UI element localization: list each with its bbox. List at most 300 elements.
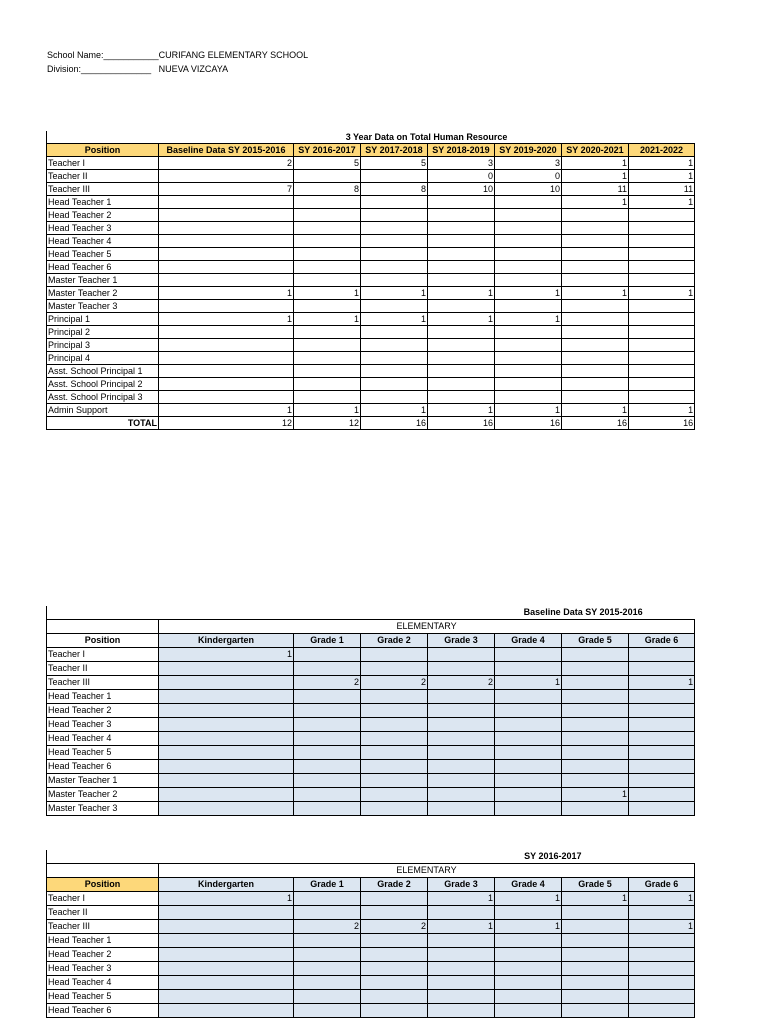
position-cell: Master Teacher 2 — [47, 287, 159, 300]
value-cell — [495, 648, 562, 662]
value-cell — [361, 352, 428, 365]
title-row — [47, 850, 695, 864]
value-cell — [562, 300, 629, 313]
value-cell — [562, 326, 629, 339]
value-cell — [159, 378, 294, 391]
value-cell — [294, 196, 361, 209]
value-cell — [629, 300, 695, 313]
baseline-grade-table — [46, 606, 695, 816]
value-cell — [294, 906, 361, 920]
table-row — [47, 948, 695, 962]
value-cell — [159, 365, 294, 378]
value-cell — [294, 170, 361, 183]
position-cell: Master Teacher 2 — [47, 788, 159, 802]
value-cell — [428, 209, 495, 222]
value-cell — [159, 976, 294, 990]
value-cell — [629, 746, 695, 760]
value-cell — [159, 391, 294, 404]
value-cell — [294, 892, 361, 906]
position-cell: Head Teacher 3 — [47, 222, 159, 235]
value-cell — [495, 326, 562, 339]
value-cell — [562, 906, 629, 920]
total-value-cell: 16 — [629, 417, 695, 430]
position-cell: Head Teacher 5 — [47, 248, 159, 261]
column-header-position: Position — [47, 634, 159, 648]
position-cell: Head Teacher 1 — [47, 690, 159, 704]
value-cell: 1 — [562, 287, 629, 300]
value-cell — [428, 690, 495, 704]
column-header: Grade 6 — [629, 878, 695, 892]
value-cell: 1 — [428, 313, 495, 326]
position-cell: Head Teacher 4 — [47, 235, 159, 248]
position-cell: Head Teacher 5 — [47, 746, 159, 760]
table-row — [47, 676, 695, 690]
table-title: 3 Year Data on Total Human Resource — [345, 132, 508, 142]
value-cell — [361, 704, 428, 718]
value-cell — [159, 209, 294, 222]
table-row — [47, 378, 695, 391]
value-cell: 1 — [495, 676, 562, 690]
table-row — [47, 774, 695, 788]
table-row — [47, 222, 695, 235]
value-cell — [495, 300, 562, 313]
value-cell — [361, 170, 428, 183]
value-cell: 1 — [428, 892, 495, 906]
value-cell — [294, 690, 361, 704]
value-cell — [361, 976, 428, 990]
column-header: SY 2019-2020 — [495, 144, 562, 157]
value-cell — [562, 704, 629, 718]
total-value-cell: 16 — [562, 417, 629, 430]
value-cell — [428, 906, 495, 920]
value-cell: 10 — [428, 183, 495, 196]
position-cell: Teacher III — [47, 920, 159, 934]
value-cell — [428, 934, 495, 948]
value-cell — [562, 948, 629, 962]
table-row — [47, 718, 695, 732]
total-label: TOTAL — [47, 417, 159, 430]
total-value-cell: 16 — [428, 417, 495, 430]
value-cell — [294, 962, 361, 976]
value-cell: 1 — [361, 287, 428, 300]
header-row — [47, 144, 695, 157]
value-cell: 2 — [361, 920, 428, 934]
table-row — [47, 802, 695, 816]
value-cell — [159, 352, 294, 365]
value-cell — [495, 718, 562, 732]
column-header: Kindergarten — [159, 878, 294, 892]
title-row — [47, 606, 695, 620]
school-name-line: School Name:___________CURIFANG ELEMENTARY SCHOOL — [47, 50, 309, 60]
value-cell — [294, 662, 361, 676]
position-cell: Head Teacher 6 — [47, 1004, 159, 1018]
header-row — [47, 878, 695, 892]
table-row — [47, 196, 695, 209]
header-row — [47, 634, 695, 648]
value-cell: 1 — [629, 170, 695, 183]
value-cell — [495, 802, 562, 816]
value-cell — [159, 222, 294, 235]
total-row — [47, 417, 695, 430]
position-cell: Principal 4 — [47, 352, 159, 365]
table-row — [47, 339, 695, 352]
position-cell: Head Teacher 6 — [47, 261, 159, 274]
value-cell: 1 — [495, 313, 562, 326]
value-cell — [294, 1004, 361, 1018]
value-cell: 5 — [294, 157, 361, 170]
position-cell: Teacher II — [47, 662, 159, 676]
value-cell — [629, 906, 695, 920]
position-cell: Head Teacher 3 — [47, 718, 159, 732]
value-cell — [361, 962, 428, 976]
value-cell — [495, 990, 562, 1004]
table-row — [47, 261, 695, 274]
value-cell: 1 — [629, 404, 695, 417]
value-cell — [629, 326, 695, 339]
value-cell — [361, 209, 428, 222]
value-cell — [562, 732, 629, 746]
value-cell — [294, 248, 361, 261]
value-cell — [428, 274, 495, 287]
value-cell — [629, 990, 695, 1004]
value-cell — [361, 196, 428, 209]
value-cell — [562, 976, 629, 990]
value-cell — [294, 648, 361, 662]
value-cell — [562, 648, 629, 662]
value-cell — [159, 802, 294, 816]
value-cell — [562, 676, 629, 690]
value-cell — [562, 339, 629, 352]
value-cell — [495, 948, 562, 962]
value-cell: 2 — [159, 157, 294, 170]
table-row — [47, 274, 695, 287]
value-cell — [294, 976, 361, 990]
value-cell — [562, 222, 629, 235]
value-cell — [495, 934, 562, 948]
value-cell — [629, 934, 695, 948]
value-cell — [495, 690, 562, 704]
table-row — [47, 732, 695, 746]
position-cell: Teacher II — [47, 170, 159, 183]
value-cell — [629, 690, 695, 704]
value-cell: 1 — [495, 920, 562, 934]
value-cell — [294, 209, 361, 222]
position-cell: Head Teacher 1 — [47, 934, 159, 948]
total-value-cell: 16 — [495, 417, 562, 430]
value-cell — [562, 1004, 629, 1018]
human-resource-table — [46, 131, 695, 430]
value-cell — [428, 222, 495, 235]
value-cell — [495, 732, 562, 746]
value-cell — [629, 209, 695, 222]
column-header-position: Position — [47, 144, 159, 157]
value-cell — [428, 802, 495, 816]
value-cell: 0 — [428, 170, 495, 183]
table-row — [47, 183, 695, 196]
value-cell — [562, 690, 629, 704]
table-row — [47, 746, 695, 760]
table-title: SY 2016-2017 — [524, 851, 582, 861]
value-cell — [159, 690, 294, 704]
value-cell — [428, 990, 495, 1004]
value-cell — [294, 274, 361, 287]
table-row — [47, 365, 695, 378]
table-row — [47, 326, 695, 339]
position-cell: Teacher II — [47, 906, 159, 920]
value-cell — [294, 704, 361, 718]
value-cell — [294, 391, 361, 404]
value-cell: 1 — [629, 892, 695, 906]
position-cell: Asst. School Principal 3 — [47, 391, 159, 404]
value-cell — [629, 222, 695, 235]
value-cell: 11 — [629, 183, 695, 196]
value-cell — [361, 326, 428, 339]
value-cell — [495, 222, 562, 235]
value-cell — [361, 948, 428, 962]
value-cell — [562, 378, 629, 391]
value-cell — [562, 235, 629, 248]
division-line: Division:______________ NUEVA VIZCAYA — [47, 64, 229, 74]
position-cell: Head Teacher 2 — [47, 948, 159, 962]
position-cell: Teacher I — [47, 157, 159, 170]
value-cell — [361, 788, 428, 802]
value-cell — [495, 906, 562, 920]
table-row — [47, 170, 695, 183]
value-cell — [361, 222, 428, 235]
value-cell — [629, 802, 695, 816]
value-cell: 5 — [361, 157, 428, 170]
value-cell: 1 — [495, 287, 562, 300]
value-cell: 1 — [629, 676, 695, 690]
value-cell — [428, 300, 495, 313]
value-cell — [428, 261, 495, 274]
value-cell — [495, 704, 562, 718]
position-cell: Master Teacher 1 — [47, 774, 159, 788]
value-cell — [562, 313, 629, 326]
value-cell — [495, 662, 562, 676]
value-cell — [159, 300, 294, 313]
value-cell: 0 — [495, 170, 562, 183]
value-cell: 1 — [428, 404, 495, 417]
value-cell — [495, 976, 562, 990]
value-cell — [629, 365, 695, 378]
column-header: Grade 6 — [629, 634, 695, 648]
value-cell — [629, 313, 695, 326]
value-cell — [562, 662, 629, 676]
value-cell — [159, 962, 294, 976]
table-row — [47, 920, 695, 934]
value-cell — [159, 718, 294, 732]
value-cell — [428, 235, 495, 248]
total-value-cell: 12 — [159, 417, 294, 430]
table-row — [47, 962, 695, 976]
value-cell — [629, 662, 695, 676]
value-cell — [159, 990, 294, 1004]
table-row — [47, 760, 695, 774]
value-cell: 2 — [294, 676, 361, 690]
table-row — [47, 1004, 695, 1018]
column-header: SY 2020-2021 — [562, 144, 629, 157]
value-cell — [428, 746, 495, 760]
value-cell — [159, 934, 294, 948]
value-cell — [159, 920, 294, 934]
value-cell — [361, 990, 428, 1004]
value-cell — [629, 1004, 695, 1018]
table-row — [47, 157, 695, 170]
value-cell — [294, 802, 361, 816]
column-header: 2021-2022 — [629, 144, 695, 157]
table-row — [47, 287, 695, 300]
value-cell — [294, 339, 361, 352]
value-cell — [629, 704, 695, 718]
table-row — [47, 248, 695, 261]
table-row — [47, 990, 695, 1004]
value-cell — [159, 326, 294, 339]
value-cell — [159, 948, 294, 962]
value-cell — [361, 802, 428, 816]
value-cell — [428, 760, 495, 774]
value-cell — [495, 235, 562, 248]
value-cell — [294, 990, 361, 1004]
value-cell — [562, 990, 629, 1004]
position-cell: Teacher III — [47, 676, 159, 690]
value-cell — [428, 352, 495, 365]
value-cell — [294, 378, 361, 391]
value-cell — [562, 261, 629, 274]
total-value-cell: 16 — [361, 417, 428, 430]
value-cell — [562, 760, 629, 774]
value-cell — [159, 261, 294, 274]
value-cell — [495, 339, 562, 352]
value-cell — [428, 774, 495, 788]
position-cell: Asst. School Principal 2 — [47, 378, 159, 391]
value-cell — [629, 788, 695, 802]
title-row — [47, 131, 695, 144]
value-cell — [495, 1004, 562, 1018]
value-cell — [562, 802, 629, 816]
value-cell: 2 — [428, 676, 495, 690]
value-cell — [159, 235, 294, 248]
value-cell — [159, 788, 294, 802]
value-cell — [629, 760, 695, 774]
position-cell: Head Teacher 4 — [47, 976, 159, 990]
column-header: Grade 3 — [428, 878, 495, 892]
value-cell: 1 — [629, 287, 695, 300]
value-cell: 2 — [294, 920, 361, 934]
value-cell: 1 — [495, 892, 562, 906]
value-cell — [361, 248, 428, 261]
group-row — [47, 620, 695, 634]
value-cell: 1 — [562, 788, 629, 802]
value-cell — [294, 261, 361, 274]
value-cell: 1 — [629, 157, 695, 170]
value-cell — [629, 274, 695, 287]
value-cell — [361, 339, 428, 352]
value-cell — [159, 339, 294, 352]
value-cell — [294, 948, 361, 962]
table-row — [47, 352, 695, 365]
value-cell — [159, 704, 294, 718]
column-header: Grade 1 — [294, 878, 361, 892]
value-cell: 1 — [562, 157, 629, 170]
table-row — [47, 892, 695, 906]
value-cell: 1 — [361, 313, 428, 326]
table-row — [47, 209, 695, 222]
value-cell — [428, 248, 495, 261]
value-cell — [159, 732, 294, 746]
value-cell — [629, 235, 695, 248]
value-cell — [562, 920, 629, 934]
value-cell — [159, 196, 294, 209]
value-cell: 8 — [361, 183, 428, 196]
position-cell: Principal 3 — [47, 339, 159, 352]
position-cell: Head Teacher 1 — [47, 196, 159, 209]
value-cell: 7 — [159, 183, 294, 196]
value-cell — [361, 378, 428, 391]
value-cell — [294, 760, 361, 774]
value-cell — [495, 196, 562, 209]
value-cell — [294, 774, 361, 788]
value-cell — [294, 934, 361, 948]
value-cell — [629, 339, 695, 352]
column-header: SY 2017-2018 — [361, 144, 428, 157]
value-cell — [361, 648, 428, 662]
column-header: Grade 2 — [361, 634, 428, 648]
value-cell: 10 — [495, 183, 562, 196]
table-row — [47, 235, 695, 248]
value-cell — [361, 365, 428, 378]
value-cell — [159, 906, 294, 920]
value-cell — [428, 648, 495, 662]
value-cell — [629, 962, 695, 976]
value-cell — [495, 261, 562, 274]
position-cell: Teacher III — [47, 183, 159, 196]
table-row — [47, 404, 695, 417]
column-header: Grade 3 — [428, 634, 495, 648]
value-cell: 1 — [294, 313, 361, 326]
value-cell: 1 — [562, 892, 629, 906]
value-cell — [159, 662, 294, 676]
value-cell — [629, 352, 695, 365]
value-cell — [428, 662, 495, 676]
value-cell — [495, 788, 562, 802]
value-cell — [629, 261, 695, 274]
value-cell — [428, 1004, 495, 1018]
value-cell — [495, 746, 562, 760]
position-cell: Admin Support — [47, 404, 159, 417]
table-row — [47, 391, 695, 404]
position-cell: Master Teacher 3 — [47, 802, 159, 816]
value-cell — [562, 962, 629, 976]
value-cell — [428, 962, 495, 976]
value-cell — [629, 948, 695, 962]
position-cell: Head Teacher 6 — [47, 760, 159, 774]
column-header: Grade 1 — [294, 634, 361, 648]
value-cell — [294, 732, 361, 746]
value-cell — [361, 732, 428, 746]
table-row — [47, 788, 695, 802]
value-cell — [294, 718, 361, 732]
value-cell: 1 — [159, 313, 294, 326]
column-header: Grade 4 — [495, 634, 562, 648]
value-cell — [361, 690, 428, 704]
value-cell — [562, 391, 629, 404]
position-cell: Master Teacher 1 — [47, 274, 159, 287]
sy2016-grade-table — [46, 850, 695, 1018]
value-cell — [495, 352, 562, 365]
value-cell — [159, 1004, 294, 1018]
value-cell — [562, 209, 629, 222]
